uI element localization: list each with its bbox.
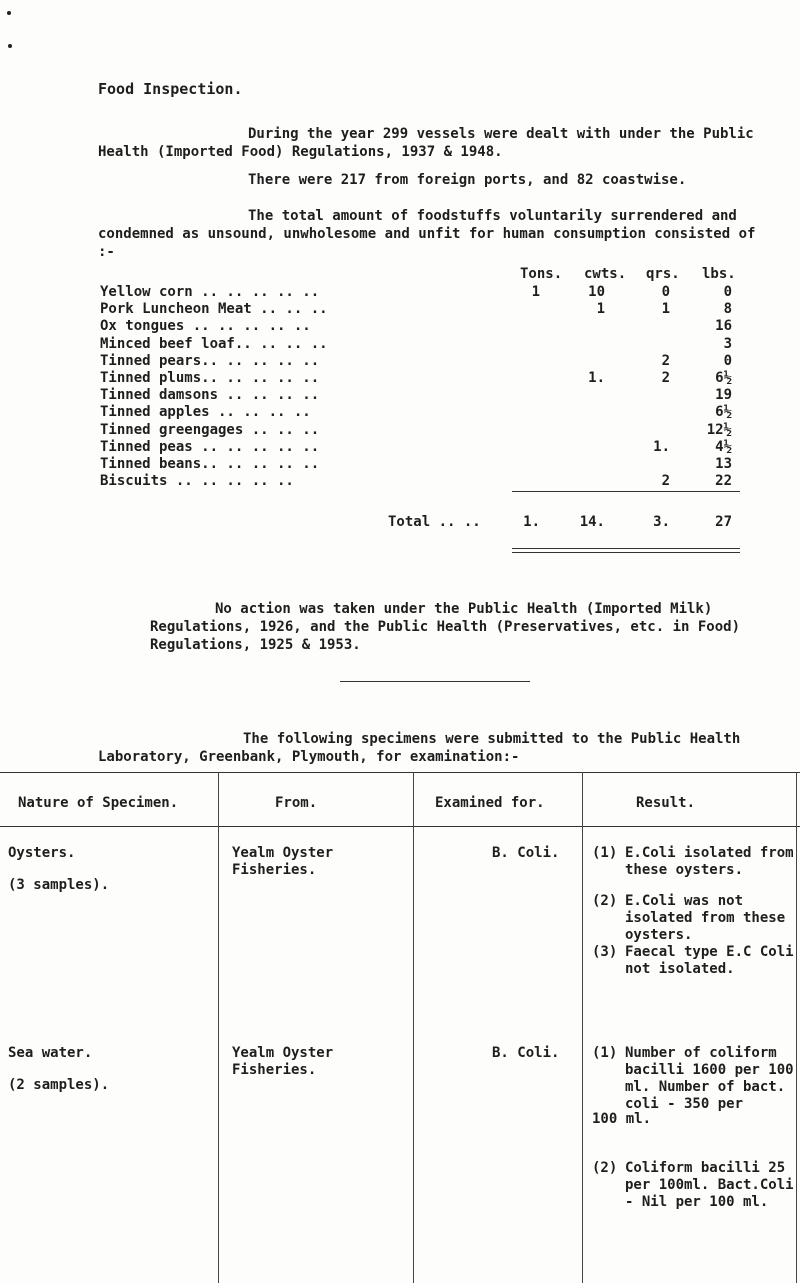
food-item-lbs: 8 <box>723 301 732 317</box>
food-item-lbs: 0 <box>723 284 732 300</box>
food-item-lbs: 6½ <box>715 404 732 420</box>
food-item-lbs: 4½ <box>715 439 732 455</box>
specimen-nature: Sea water. <box>8 1045 93 1061</box>
header-lbs: lbs. <box>702 266 736 282</box>
food-item-cwts: 1. <box>588 370 605 386</box>
food-item-qrs: 0 <box>661 284 670 300</box>
food-item-name: Tinned plums.. .. .. .. .. <box>100 370 320 386</box>
food-item-name: Tinned greengages .. .. .. <box>100 422 320 438</box>
food-item-name: Tinned pears.. .. .. .. .. <box>100 353 320 369</box>
specimen-from: Yealm Oyster Fisheries. <box>232 1045 334 1078</box>
specimen-examined: B. Coli. <box>492 1045 560 1061</box>
surrendered-intro-paragraph: The total amount of foodstuffs voluntarily surrendered and condemned as unsound, unwholesome and unfit for human consumption consisted of :- <box>98 208 756 260</box>
food-item-tons: 1 <box>531 284 540 300</box>
result-number: (3) <box>592 944 618 960</box>
total-rule <box>512 491 740 492</box>
col-header-result: Result. <box>636 795 696 811</box>
table-top-rule <box>0 772 800 773</box>
food-item-lbs: 22 <box>715 473 732 489</box>
total-double-rule <box>512 548 740 549</box>
food-item-lbs: 6½ <box>715 370 732 386</box>
ports-paragraph: There were 217 from foreign ports, and 82 coastwise. <box>248 172 687 188</box>
total-cwts: 14. <box>579 514 605 530</box>
result-number: (1) <box>592 845 618 861</box>
specimen-nature: Oysters. <box>8 845 76 861</box>
food-item-lbs: 12½ <box>706 422 732 438</box>
total-lbs: 27 <box>715 514 732 530</box>
header-tons: Tons. <box>520 266 563 282</box>
food-item-lbs: 0 <box>723 353 732 369</box>
col-divider <box>218 772 219 1283</box>
lab-intro-paragraph: The following specimens were submitted to the Public Health Laboratory, Greenbank, Plymouth, for examination:- <box>98 731 741 765</box>
total-label: Total .. .. <box>388 514 481 530</box>
col-header-nature: Nature of Specimen. <box>18 795 179 811</box>
total-qrs: 3. <box>653 514 670 530</box>
food-item-qrs: 1 <box>661 301 670 317</box>
corner-dot <box>7 11 11 15</box>
page-title: Food Inspection. <box>98 80 243 98</box>
result-number: (2) <box>592 1160 618 1176</box>
food-item-name: Tinned beans.. .. .. .. .. <box>100 456 320 472</box>
food-item-name: Tinned peas .. .. .. .. .. <box>100 439 320 455</box>
food-item-name: Biscuits .. .. .. .. .. <box>100 473 294 489</box>
food-item-cwts: 1 <box>596 301 605 317</box>
food-item-name: Tinned apples .. .. .. .. <box>100 404 311 420</box>
result-number: (2) <box>592 893 618 909</box>
result-text: E.Coli was not isolated from these oysters. <box>625 893 786 943</box>
header-cwts: cwts. <box>584 266 627 282</box>
food-item-name: Minced beef loaf.. .. .. .. <box>100 336 328 352</box>
specimen-examined: B. Coli. <box>492 845 560 861</box>
food-item-name: Yellow corn .. .. .. .. .. <box>100 284 320 300</box>
col-header-examined: Examined for. <box>435 795 545 811</box>
food-item-lbs: 19 <box>715 387 732 403</box>
specimen-samples: (3 samples). <box>8 877 110 893</box>
food-item-lbs: 3 <box>723 336 732 352</box>
result-text: Coliform bacilli 25 per 100ml. Bact.Coli - Nil per 100 ml. <box>625 1160 794 1210</box>
no-action-paragraph: No action was taken under the Public Health (Imported Milk) Regulations, 1926, and the Public Health (Preservatives, etc. in Food) Regulations, 1925 & 1953. <box>150 601 741 653</box>
result-number: (1) <box>592 1045 618 1061</box>
result-text: E.Coli isolated from these oysters. <box>625 845 794 878</box>
vessels-paragraph: During the year 299 vessels were dealt with under the Public Health (Imported Food) Regulations, 1937 & 1948. <box>98 126 754 160</box>
corner-dot <box>8 44 12 48</box>
food-item-qrs: 2 <box>661 353 670 369</box>
food-item-qrs: 2 <box>661 473 670 489</box>
food-item-qrs: 2 <box>661 370 670 386</box>
total-double-rule <box>512 552 740 553</box>
total-tons: 1. <box>523 514 540 530</box>
result-text: Number of coliform bacilli 1600 per 100 ml. Number of bact. coli - 350 per <box>625 1045 794 1112</box>
food-item-qrs: 1. <box>653 439 670 455</box>
result-text: Faecal type E.C Coli not isolated. <box>625 944 794 977</box>
food-item-name: Pork Luncheon Meat .. .. .. <box>100 301 328 317</box>
specimen-samples: (2 samples). <box>8 1077 110 1093</box>
header-bottom-rule <box>0 826 800 827</box>
specimen-from: Yealm Oyster Fisheries. <box>232 845 334 878</box>
col-divider <box>582 772 583 1283</box>
header-qrs: qrs. <box>646 266 680 282</box>
food-item-lbs: 16 <box>715 318 732 334</box>
food-item-name: Ox tongues .. .. .. .. .. <box>100 318 311 334</box>
col-header-from: From. <box>275 795 318 811</box>
section-divider <box>340 681 530 682</box>
result-text: 100 ml. <box>592 1111 652 1127</box>
col-divider <box>413 772 414 1283</box>
food-item-lbs: 13 <box>715 456 732 472</box>
food-item-name: Tinned damsons .. .. .. .. <box>100 387 320 403</box>
food-item-cwts: 10 <box>588 284 605 300</box>
